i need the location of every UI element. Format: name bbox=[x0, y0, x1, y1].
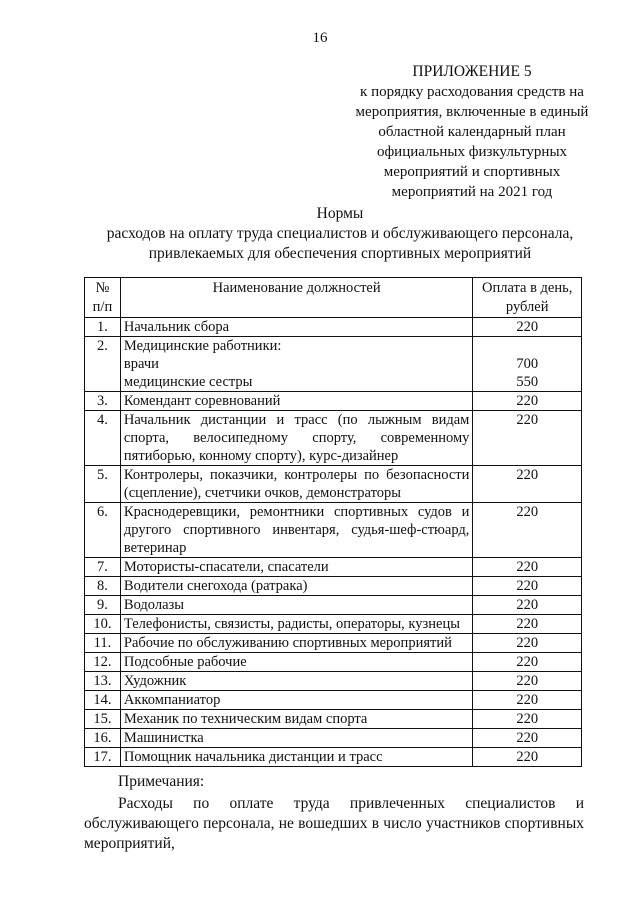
row-pay: 220 bbox=[473, 748, 582, 767]
row-pay: 220 bbox=[473, 634, 582, 653]
row-name: Помощник начальника дистанции и трасс bbox=[120, 748, 472, 767]
row-num: 4. bbox=[85, 411, 121, 466]
row-name: Механик по техническим видам спорта bbox=[120, 710, 472, 729]
row-subpay: 700 bbox=[516, 356, 539, 372]
table-row bbox=[85, 392, 582, 411]
row-pay: 220 bbox=[473, 596, 582, 615]
row-pay-group bbox=[473, 337, 582, 392]
row-subname: врачи bbox=[123, 356, 159, 372]
table-row bbox=[85, 672, 582, 691]
table-row bbox=[85, 710, 582, 729]
row-num: 1. bbox=[85, 318, 121, 337]
appendix-block bbox=[322, 62, 622, 202]
row-subname: медицинские сестры bbox=[123, 374, 253, 390]
norms-subtitle-line: привлекаемых для обеспечения спортивных мероприятий bbox=[148, 245, 532, 262]
row-num: 14. bbox=[85, 691, 121, 710]
table-row bbox=[85, 318, 582, 337]
row-num: 11. bbox=[85, 634, 121, 653]
table-row bbox=[85, 748, 582, 767]
notes-block bbox=[84, 772, 584, 854]
row-name: Начальник дистанции и трасс (по лыжным видам спорта, велосипедному спорту, современному пятиборью, конному спорту), курс-дизайнер bbox=[120, 411, 472, 466]
table-row bbox=[85, 337, 582, 392]
norms-table bbox=[84, 277, 582, 767]
appendix-line: мероприятий на 2021 год bbox=[391, 184, 553, 200]
row-pay: 220 bbox=[473, 577, 582, 596]
row-subpay: 550 bbox=[516, 374, 539, 390]
appendix-line: официальных физкультурных bbox=[376, 144, 568, 160]
row-num: 10. bbox=[85, 615, 121, 634]
table-row bbox=[85, 577, 582, 596]
table-row bbox=[85, 411, 582, 466]
row-num: 7. bbox=[85, 558, 121, 577]
row-num: 6. bbox=[85, 503, 121, 558]
row-num: 9. bbox=[85, 596, 121, 615]
row-pay: 220 bbox=[473, 672, 582, 691]
row-pay: 220 bbox=[473, 318, 582, 337]
norms-title: Нормы bbox=[316, 205, 364, 222]
table-row bbox=[85, 503, 582, 558]
norms-heading bbox=[60, 204, 620, 264]
appendix-line: областной календарный план bbox=[378, 124, 566, 140]
row-name: Рабочие по обслуживанию спортивных мероприятий bbox=[120, 634, 472, 653]
row-name: Медицинские работники: bbox=[123, 338, 282, 354]
header-num: № п/п bbox=[85, 278, 121, 318]
row-pay: 220 bbox=[473, 392, 582, 411]
row-num: 2. bbox=[85, 337, 121, 392]
appendix-line: мероприятия, включенные в единый bbox=[355, 104, 589, 120]
table-row bbox=[85, 558, 582, 577]
table-header-row bbox=[85, 278, 582, 318]
row-num: 17. bbox=[85, 748, 121, 767]
row-name: Телефонисты, связисты, радисты, операторы, кузнецы bbox=[120, 615, 472, 634]
row-name: Водолазы bbox=[120, 596, 472, 615]
row-pay: 220 bbox=[473, 615, 582, 634]
row-name: Машинистка bbox=[120, 729, 472, 748]
row-pay: 220 bbox=[473, 558, 582, 577]
row-name: Комендант соревнований bbox=[120, 392, 472, 411]
row-name: Водители снегохода (ратрака) bbox=[120, 577, 472, 596]
table-row bbox=[85, 653, 582, 672]
notes-text: Расходы по оплате труда привлеченных специалистов и обслуживающего персонала, не вошедших в число участников спортивных мероприятий, bbox=[84, 795, 584, 852]
row-num: 3. bbox=[85, 392, 121, 411]
row-pay: 220 bbox=[473, 466, 582, 503]
header-pay: Оплата в день, рублей bbox=[473, 278, 582, 318]
row-pay: 220 bbox=[473, 691, 582, 710]
header-name: Наименование должностей bbox=[120, 278, 472, 318]
row-name: Аккомпаниатор bbox=[120, 691, 472, 710]
table-row bbox=[85, 729, 582, 748]
row-name: Краснодеревщики, ремонтники спортивных судов и другого спортивного инвентаря, судья-шеф-стюард, ветеринар bbox=[120, 503, 472, 558]
norms-subtitle-line: расходов на оплату труда специалистов и обслуживающего персонала, bbox=[106, 225, 574, 242]
table-row bbox=[85, 634, 582, 653]
row-num: 5. bbox=[85, 466, 121, 503]
row-pay: 220 bbox=[473, 710, 582, 729]
row-num: 15. bbox=[85, 710, 121, 729]
table-row bbox=[85, 615, 582, 634]
row-name: Художник bbox=[120, 672, 472, 691]
row-pay: 220 bbox=[473, 411, 582, 466]
row-num: 13. bbox=[85, 672, 121, 691]
table-row bbox=[85, 596, 582, 615]
appendix-line: к порядку расходования средств на bbox=[360, 84, 584, 100]
row-pay: 220 bbox=[473, 653, 582, 672]
notes-title: Примечания: bbox=[118, 773, 205, 790]
row-name: Контролеры, показчики, контролеры по безопасности (сцепление), счетчики очков, демонстраторы bbox=[120, 466, 472, 503]
row-name: Мотористы-спасатели, спасатели bbox=[120, 558, 472, 577]
table-row bbox=[85, 691, 582, 710]
appendix-line: мероприятий и спортивных bbox=[383, 164, 561, 180]
appendix-title: ПРИЛОЖЕНИЕ 5 bbox=[412, 63, 532, 80]
row-num: 8. bbox=[85, 577, 121, 596]
row-name: Подсобные рабочие bbox=[120, 653, 472, 672]
row-name: Начальник сбора bbox=[120, 318, 472, 337]
row-name-group bbox=[120, 337, 472, 392]
row-num: 16. bbox=[85, 729, 121, 748]
page-number: 16 bbox=[312, 30, 328, 46]
row-num: 12. bbox=[85, 653, 121, 672]
table-row bbox=[85, 466, 582, 503]
row-pay: 220 bbox=[473, 729, 582, 748]
row-pay: 220 bbox=[473, 503, 582, 558]
